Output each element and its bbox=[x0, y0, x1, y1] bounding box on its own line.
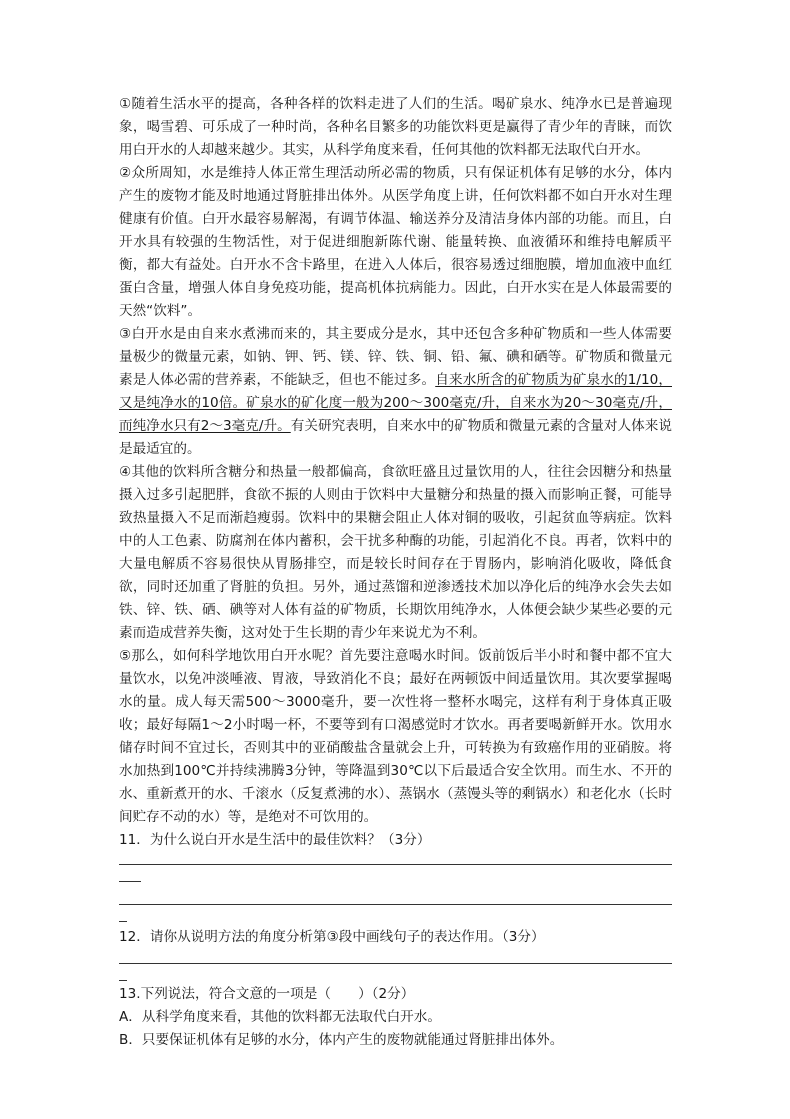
paragraph-4: ④其他的饮料所含糖分和热量一般都偏高，食欲旺盛且过量饮用的人，往往会因糖分和热量摄入过多引起肥胖，食欲不振的人则由于饮料中大量糖分和热量的摄入而影响正餐，可能导致热量摄入不足而渐趋瘦弱。饮料中的果糖会阻止人体对铜的吸收，引起贫血等病症。饮料中的人工色素、防腐剂在体内蓄积，会干扰多种酶的功能，引起消化不良。再者，饮料中的大量电解质不容易很快从胃肠排空，而是较长时间存在于胃肠内，影响消化吸收，降低食欲，同时还加重了肾脏的负担。另外，通过蒸馏和逆渗透技术加以净化后的纯净水会失去如铁、锌、铁、硒、碘等对人体有益的矿物质，长期饮用纯净水，人体便会缺少某些必要的元素而造成营养失衡，这对处于生长期的青少年来说尤为不利。 bbox=[119, 464, 672, 641]
question-11: 11．为什么说白开水是生活中的最佳饮料？（3分） bbox=[119, 832, 431, 848]
underlined-sentence: 自来水所含的矿物质为矿泉水的1/10，又是纯净水的10倍。矿泉水的矿化度一般为200～300毫克/升，自来水为20～30毫克/升，而纯净水只有2～3毫克/升。 bbox=[119, 372, 672, 434]
paragraph-5: ⑤那么，如何科学地饮用白开水呢？首先要注意喝水时间。饭前饭后半小时和餐中都不宜大量饮水，以免冲淡唾液、胃液，导致消化不良；最好在两顿饭中间适量饮用。其次要掌握喝水的量。成人每天需500～3000毫升，要一次性将一整杯水喝完，这样有利于身体真正吸收；最好每隔1～2小时喝一杯，不要等到有口渴感觉时才饮水。再者要喝新鲜开水。饮用水储存时间不宜过长，否则其中的亚硝酸盐含量就会上升，可转换为有致癌作用的亚硝胺。将水加热到100℃并持续沸腾3分钟，等降温到30℃以下后最适合安全饮用。而生水、不开的水、重新煮开的水、千滚水（反复煮沸的水）、蒸锅水（蒸馒头等的剩锅水）和老化水（长时间贮存不动的水）等，是绝对不可饮用的。 bbox=[119, 648, 672, 825]
option-b[interactable]: B．只要保证机体有足够的水分，体内产生的废物就能通过肾脏排出体外。 bbox=[119, 1032, 564, 1048]
article bbox=[119, 93, 672, 1052]
answer-line-11b[interactable] bbox=[119, 904, 672, 905]
paragraph-3-text-a: ③白开水是由自来水煮沸而来的，其主要成分是水，其中还包含多种矿物质和一些人体需要量极少的微量元素，如钠、钾、钙、镁、锌、铁、铜、铅、氟、碘和硒等。矿物质和微量元素是人体必需的营养素，不能缺乏，但也不能过多。 bbox=[119, 326, 672, 388]
option-a[interactable]: A．从科学角度来看，其他的饮料都无法取代白开水。 bbox=[119, 1009, 441, 1025]
paragraph-1: ①随着生活水平的提高，各种各样的饮料走进了人们的生活。喝矿泉水、纯净水已是普遍现象，喝雪碧、可乐成了一种时尚，各种名目繁多的功能饮料更是赢得了青少年的青睐，而饮用白开水的人却越来越少。其实，从科学角度来看，任何其他的饮料都无法取代白开水。 bbox=[119, 96, 672, 158]
answer-line-11a[interactable] bbox=[119, 864, 672, 865]
answer-line-11b-tail bbox=[119, 921, 127, 922]
paragraph-3 bbox=[119, 323, 672, 461]
question-13: 13.下列说法，符合文意的一项是（ ）（2分） bbox=[119, 986, 415, 1002]
paragraph-2: ②众所周知，水是维持人体正常生理活动所必需的物质，只有保证机体有足够的水分，体内产生的废物才能及时地通过肾脏排出体外。从医学角度上讲，任何饮料都不如白开水对生理健康有价值。白开水最容易解渴，有调节体温、输送养分及清洁身体内部的功能。而且，白开水具有较强的生物活性，对于促进细胞新陈代谢、能量转换、血液循环和维持电解质平衡，都大有益处。白开水不含卡路里，在进入人体后，很容易透过细胞膜，增加血液中血红蛋白含量，增强人体自身免疫功能，提高机体抗病能力。因此，白开水实在是人体最需要的天然“饮料”。 bbox=[119, 165, 672, 319]
paragraph-3-text-b: 有关研究表明，自来水中的矿物质和微量元素的含量对人体来说是最适宜的。 bbox=[119, 418, 672, 457]
answer-line-11a-tail bbox=[119, 881, 141, 882]
answer-line-12[interactable] bbox=[119, 963, 672, 964]
answer-line-12-tail bbox=[119, 980, 127, 981]
question-12: 12．请你从说明方法的角度分析第③段中画线句子的表达作用。（3分） bbox=[119, 929, 545, 945]
